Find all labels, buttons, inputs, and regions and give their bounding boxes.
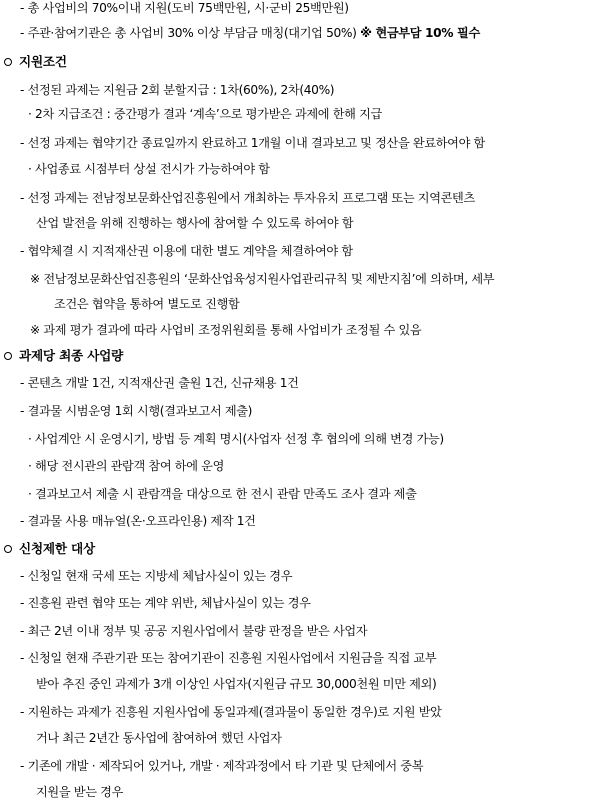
- doc-line-1: - 총 사업비의 70%이내 지원(도비 75백만원, 시·군비 25백만원): [20, 1, 349, 15]
- doc-line-2: - 주관·참여기관은 총 사업비 30% 이상 부담금 매칭(대기업 50%) ※ 현금부담 10% 필수: [20, 26, 480, 40]
- doc-line-23: - 진흥원 관련 협약 또는 계약 위반, 체납사실이 있는 경우: [20, 596, 311, 610]
- doc-line-7: · 사업종료 시점부터 상설 전시가 가능하여야 함: [28, 162, 270, 176]
- circle-bullet-icon: [4, 58, 12, 66]
- doc-line-22: - 신청일 현재 국세 또는 지방세 체납사실이 있는 경우: [20, 569, 293, 583]
- doc-line-6: - 선정 과제는 협약기간 종료일까지 완료하고 1개월 이내 결과보고 및 정산을 완료하여야 함: [20, 136, 485, 150]
- doc-line-20: - 결과물 사용 매뉴얼(온·오프라인용) 제작 1건: [20, 514, 256, 528]
- doc-line-28: 거나 최근 2년간 동사업에 참여하여 했던 사업자: [36, 731, 282, 745]
- doc-line-5: · 2차 지급조건 : 중간평가 결과 ‘계속’으로 평가받은 과제에 한해 지급: [28, 107, 382, 121]
- doc-line-4: - 선정된 과제는 지원금 2회 분할지급 : 1차(60%), 2차(40%): [20, 83, 335, 97]
- doc-line-18: · 해당 전시관의 관람객 참여 하에 운영: [28, 459, 225, 473]
- doc-line-26: 받아 추진 중인 과제가 3개 이상인 사업자(지원금 규모 30,000천원 미만 제외): [36, 677, 437, 691]
- doc-note-1-cont: 조건은 협약을 통하여 별도로 진행함: [54, 297, 240, 311]
- doc-note-1: ※ 전남정보문화산업진흥원의 ‘문화산업육성지원사업관리규칙 및 제반지침’에 의하며, 세부: [30, 272, 495, 286]
- section-heading-support-conditions: 지원조건: [0, 52, 602, 72]
- doc-line-16: - 결과물 시범운영 1회 시행(결과보고서 제출): [20, 404, 253, 418]
- circle-bullet-icon: [4, 545, 12, 553]
- doc-line-17: · 사업계안 시 운영시기, 방법 등 계획 명시(사업자 선정 후 협의에 의해 변경 가능): [28, 432, 444, 446]
- doc-line-24: - 최근 2년 이내 정부 및 공공 지원사업에서 불량 판정을 받은 사업자: [20, 624, 368, 638]
- doc-line-25: - 신청일 현재 주관기관 또는 참여기관이 진흥원 지원사업에서 지원금을 직접 교부: [20, 651, 437, 665]
- doc-line-27: - 지원하는 과제가 진흥원 지원사업에 동일과제(결과물이 동일한 경우)로 지원 받았: [20, 705, 442, 719]
- doc-line-10: - 협약체결 시 지적재산권 이용에 대한 별도 계약을 체결하여야 함: [20, 244, 353, 258]
- doc-line-30: 지원을 받는 경우: [36, 785, 124, 799]
- doc-note-2: ※ 과제 평가 결과에 따라 사업비 조정위원회를 통해 사업비가 조정될 수 있음: [30, 323, 422, 337]
- doc-line-29: - 기존에 개발 · 제작되어 있거나, 개발 · 제작과정에서 타 기관 및 단체에서 중복: [20, 759, 424, 773]
- section-heading-restrictions: 신청제한 대상: [0, 539, 602, 559]
- doc-line-19: · 결과보고서 제출 시 관람객을 대상으로 한 전시 관람 만족도 조사 결과 제출: [28, 487, 417, 501]
- circle-bullet-icon: [4, 352, 12, 360]
- doc-line-9: 산업 발전을 위해 진행하는 행사에 참여할 수 있도록 하여야 함: [36, 216, 354, 230]
- doc-line-15: - 콘텐츠 개발 1건, 지적재산권 출원 1건, 신규채용 1건: [20, 376, 299, 390]
- section-heading-final-output: 과제당 최종 사업량: [0, 346, 602, 366]
- cash-note: ※ 현금부담 10% 필수: [360, 26, 480, 40]
- doc-line-8: - 선정 과제는 전남정보문화산업진흥원에서 개최하는 투자유치 프로그램 또는 지역콘텐츠: [20, 191, 475, 205]
